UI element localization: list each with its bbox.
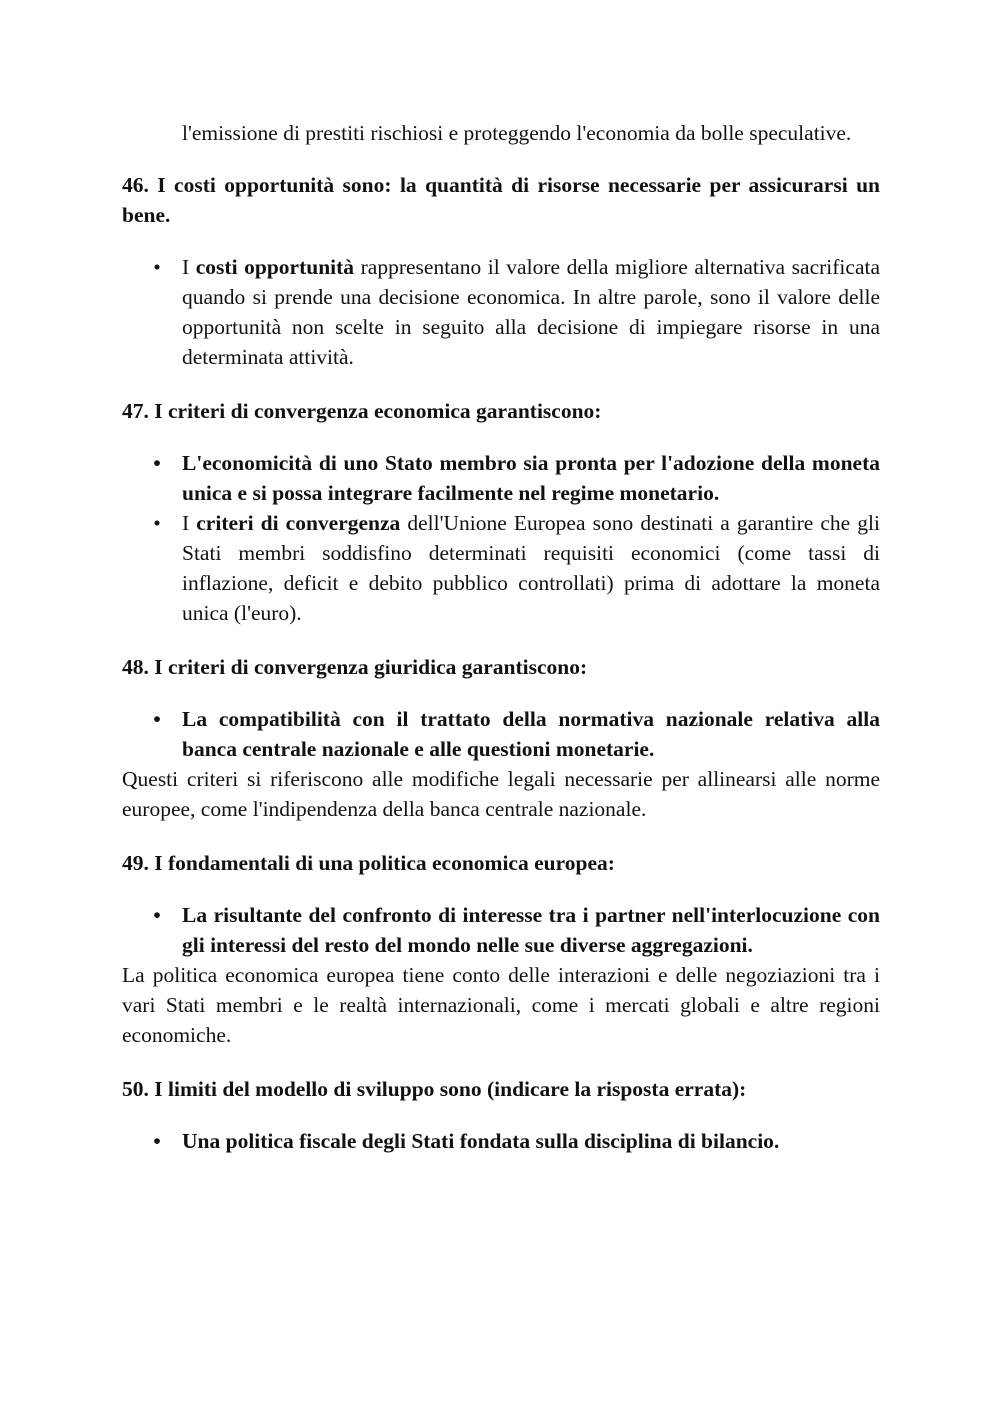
- question-47-heading: 47. I criteri di convergenza economica garantiscono:: [122, 399, 602, 423]
- question-49-note: La politica economica europea tiene conto delle interazioni e delle negoziazioni tra i vari Stati membri e le realtà internazionali, come i mercati globali e altre regioni economiche.: [122, 963, 880, 1047]
- bullet-icon: •: [153, 511, 161, 535]
- bullet-icon: •: [153, 255, 161, 279]
- item-bold-term: costi opportunità: [195, 255, 355, 279]
- question-49-heading: 49. I fondamentali di una politica economica europea:: [122, 851, 615, 875]
- item-prefix: I: [182, 511, 197, 535]
- document-page: [122, 118, 880, 1156]
- list-item: [122, 704, 880, 764]
- bullet-icon: •: [153, 707, 161, 731]
- item-explanation: dell'Unione Europea sono destinati a garantire che gli Stati membri soddisfino determinati requisiti economici (come tassi di inflazione, deficit e debito pubblico controllati) prima di adottare la moneta unica (l'euro).: [182, 511, 881, 625]
- item-explanation: rappresentano il valore della migliore alternativa sacrificata quando si prende una decisione economica. In altre parole, sono il valore delle opportunità non scelte in seguito alla decisione di impiegare risorse in una determinata attività.: [182, 255, 880, 369]
- bullet-icon: •: [153, 451, 161, 475]
- list-item: [122, 508, 880, 628]
- question-49-list: [122, 900, 880, 960]
- list-item: [122, 1126, 880, 1156]
- question-47-list: [122, 448, 880, 628]
- question-50-heading: 50. I limiti del modello di sviluppo sono (indicare la risposta errata):: [122, 1077, 747, 1101]
- question-46-heading: 46. I costi opportunità sono: la quantità di risorse necessarie per assicurarsi un bene.: [122, 173, 880, 227]
- answer-text: La compatibilità con il trattato della normativa nazionale relativa alla banca centrale nazionale e alle questioni monetarie.: [182, 707, 880, 761]
- question-46-list: [122, 252, 880, 372]
- answer-text: L'economicità di uno Stato membro sia pronta per l'adozione della moneta unica e si possa integrare facilmente nel regime monetario.: [182, 451, 880, 505]
- question-50-list: [122, 1126, 880, 1156]
- list-item: [122, 448, 880, 508]
- answer-text: La risultante del confronto di interesse tra i partner nell'interlocuzione con gli interessi del resto del mondo nelle sue diverse aggregazioni.: [182, 903, 880, 957]
- list-item: [122, 252, 880, 372]
- answer-text: Una politica fiscale degli Stati fondata sulla disciplina di bilancio.: [182, 1129, 780, 1153]
- question-48-heading: 48. I criteri di convergenza giuridica garantiscono:: [122, 655, 588, 679]
- item-prefix: I: [182, 255, 196, 279]
- question-48-note: Questi criteri si riferiscono alle modifiche legali necessarie per allinearsi alle norme europee, come l'indipendenza della banca centrale nazionale.: [122, 767, 880, 821]
- bullet-icon: •: [153, 903, 161, 927]
- intro-continuation-text: l'emissione di prestiti rischiosi e proteggendo l'economia da bolle speculative.: [182, 121, 852, 145]
- question-48-list: [122, 704, 880, 764]
- list-item: [122, 900, 880, 960]
- bullet-icon: •: [153, 1129, 161, 1153]
- item-bold-term: criteri di convergenza: [196, 511, 401, 535]
